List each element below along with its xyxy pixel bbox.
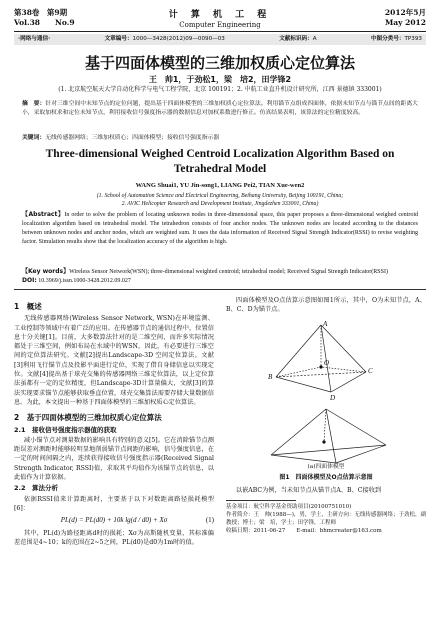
unknown-node-o xyxy=(319,365,322,368)
doi-value: 10.3969/j.issn.1000-3428.2012.09.027 xyxy=(38,278,131,284)
footnote-funding: 基金项目：航空科学基金资助项目(20100751010) xyxy=(226,504,352,511)
issue-date xyxy=(385,8,426,28)
label-o: O xyxy=(324,358,330,367)
journal-name-cn: 计 算 机 工 程 xyxy=(168,10,272,20)
right-paragraph-2: 以嵌ABC为例，当未知节点从锚节点A、B、C接收到 xyxy=(235,487,382,495)
abstract-en xyxy=(22,210,418,247)
abstract-en-label: 【Abstract】 xyxy=(22,211,65,218)
header-rule xyxy=(14,31,426,32)
affiliation-en xyxy=(20,192,420,208)
edge-b-base xyxy=(271,445,386,455)
keywords-cn xyxy=(22,134,418,143)
authors-cn: 王 帅1，于劲松1，梁 培2，田学锋2 xyxy=(148,75,292,84)
section-2-2-paragraph-1: 依据RSSI值来计算距离时，主要基于以下对数距离路径损耗模型[6]： xyxy=(14,495,214,512)
paper-title-en: Three-dimensional Weighed Centroid Localization Algorithm Based on Tetrahedral Model xyxy=(45,148,395,175)
section-1-title: 1 概述 xyxy=(14,302,42,311)
document-code: 文献标识码：A xyxy=(279,36,317,42)
edge-b-d xyxy=(276,377,331,392)
clc-number: 中图分类号：TP393 xyxy=(370,36,422,42)
figure-1-sub-label: (a)四面体模型 xyxy=(307,463,345,470)
journal-name-en: Computer Engineering xyxy=(179,21,261,29)
abstract-cn xyxy=(22,100,418,117)
abstract-cn-text: 针对三维空间中未知节点的定位问题，提出基于四面体模型的三维加权质心定位算法。利用锚节点组成四面体，依据未知节点与锚节点间的距离大小，采取加权求和定位未知节点，利用接收信号强度指示器的数据信息对加权系数进行修正。仿真结果表明，该算法的定位精度较高。 xyxy=(22,101,418,116)
date-en: May 2012 xyxy=(384,18,426,27)
edge-b-d-2 xyxy=(326,409,336,463)
paper-title-cn: 基于四面体模型的三维加权质心定位算法 xyxy=(84,54,355,72)
label-b: B xyxy=(268,372,273,381)
edge-a-b xyxy=(276,325,321,377)
keywords-en-label: 【Key words】 xyxy=(22,268,70,275)
doi-label: DOI: xyxy=(22,277,37,284)
section-2-title: 2 基于四面体模型的三维加权质心定位算法 xyxy=(14,413,162,423)
section-rule xyxy=(14,289,426,290)
volume-cn: 第38卷 第9期 xyxy=(14,8,68,17)
article-number: 文章编号：1000—3428(2012)09—0090—03 xyxy=(104,36,225,42)
height-line-2 xyxy=(324,409,326,442)
section-2-2-paragraph-2: 其中，PL(d)为路径距离d时的损耗；Xσ为高斯随机变量，其标准偏差范围是4~10；k的范围在2~5之间，PL(d0)是d0为1m时的值。 xyxy=(14,529,214,546)
figure-1 xyxy=(226,317,426,467)
keywords-cn-label: 关键词： xyxy=(22,135,46,141)
edge-b-a-2 xyxy=(271,409,326,455)
edge-b-d-3 xyxy=(271,455,336,463)
abstract-cn-label: 摘 要： xyxy=(22,101,46,107)
section-1-paragraph: 无线传感器网络(Wireless Sensor Network, WSN)在环境监测、工业控制等领域中有着广泛的应用。在传感器节点的通信过程中，位置信息十分关键[1]。目前，大多数算法针对的是二维空间，而许多实际情况都处于三维空间，例如布局在水域中的WSN，因此，有必要进行三维空间的定位算法研究。文献[2]提出Landscape-3D 空间定位算法。文献[3]利用飞行锚节点及投影平面进行定位，实现了借自身储信息以实现定位。文献[4]提出基于球壳交集的传感器网络三维定位算法，以上定位算法虽都有一定的定位精度，但Landscape-3D计算量偏大，文献[3]的算法实现要求锚节点能够获取垂直位置，球壳交集算法需要存储大量数据信息。为此，本文提出一种基于四面体模型的三维加权质心定位算法。 xyxy=(14,315,214,406)
label-a: A xyxy=(323,319,328,328)
right-paragraph-1: 四面体模型及O点估算示意图如图1所示，其中，O为未知节点，A、B、C、D为锚节点。 xyxy=(226,297,426,314)
section-2-1-paragraph: 减小锚节点对测量数据的影响具有特别的意义[5]。它在消除锚节点测距误差对测距时能够较明显地削弱锚节点间距的影响，信号强度信息，在一定的时间间隔之内，连续获得接收信号强度指示器(Received Signal Strength Indicator, RSSI)值，求取其平均值作为该锚节点的信息，以此值作为计算依据。 xyxy=(14,436,214,482)
edge-b-c xyxy=(276,372,366,377)
label-c: C xyxy=(368,366,373,375)
affiliation-en-2: 2. AVIC Helicopter Research and Development Institute, Jingdezhen 333001, China) xyxy=(121,201,319,207)
date-cn: 2012年5月 xyxy=(384,8,426,17)
equation-1-number: (1) xyxy=(205,516,214,525)
label-d: D xyxy=(330,393,336,402)
unknown-node-o-2 xyxy=(322,440,325,443)
abstract-en-text: In order to solve the problem of locating unknown nodes in three-dimensional space, this paper proposes a three-dimensional weighed centroid localization algorithm based on tetrahedral model. The tetrahedron consists of four anchor nodes. The unknown nodes are located according to the distances between unknown nodes and anchor nodes, which are weighted sum. It uses the data information of Received Signal Strength Indicator(RSSI) to revise weighting factor. Simulation results show that the localization accuracy of the algorithm is high. xyxy=(22,212,419,245)
keywords-cn-text: 无线传感器网络；三维加权质心；四面体模型；接收信号强度指示器 xyxy=(45,135,220,141)
section-2-1-title: 2.1 接收信号强度指示器值的获取 xyxy=(14,425,117,434)
keywords-en-text: Wireless Sensor Network(WSN); three-dimensional weighted centroid; tetrahedral model; Received Signal Strength Indicator(RSSI) xyxy=(69,269,388,275)
section-2-2-title: 2.2 算法分析 xyxy=(14,484,59,493)
equation-1 xyxy=(14,516,214,525)
edge-b-d-4 xyxy=(336,445,386,463)
footnote-received: 收稿日期：2011-06-27 E-mail：bhmcreater@163.com xyxy=(226,528,382,535)
footnote-rule xyxy=(226,500,296,501)
column-name: ·网络与通信· xyxy=(18,36,51,42)
affiliation-en-1: (1. School of Automation Science and Electrical Engineering, Beihang University, Beijing 100191, China; xyxy=(96,193,344,199)
footnote-author-bio: 作者简介：王 帅(1988—)，男，学士，主研方向：无线传感器网络；于劲松，副教授；博士；梁 培，学士；田学锋，工程师 xyxy=(226,512,426,527)
right-column xyxy=(226,296,426,535)
article-meta-bar xyxy=(14,34,426,45)
figure-1-caption: 图1 四面体模型及O点估算示意图 xyxy=(279,473,373,481)
issue-info xyxy=(14,8,75,28)
doi xyxy=(22,276,418,286)
edge-b-c-2 xyxy=(326,409,386,445)
tetrahedron-figure xyxy=(226,317,426,467)
affiliation-cn: (1. 北京航空航天大学自动化科学与电气工程学院，北京 100191；2. 中航工业直升机设计研究所，江西 景德镇 333001) xyxy=(58,86,382,93)
edge-c-d xyxy=(331,372,366,392)
left-column xyxy=(14,296,214,547)
authors-en: WANG Shuai1, YU Jin-song1, LIANG Pei2, TIAN Xue-wen2 xyxy=(135,182,305,189)
journal-name xyxy=(120,7,320,29)
equation-1-body: PL(d) = PL(d0) + 10k lg(d / d0) + Xσ xyxy=(60,516,168,525)
volume-en: Vol.38 No.9 xyxy=(14,18,75,27)
